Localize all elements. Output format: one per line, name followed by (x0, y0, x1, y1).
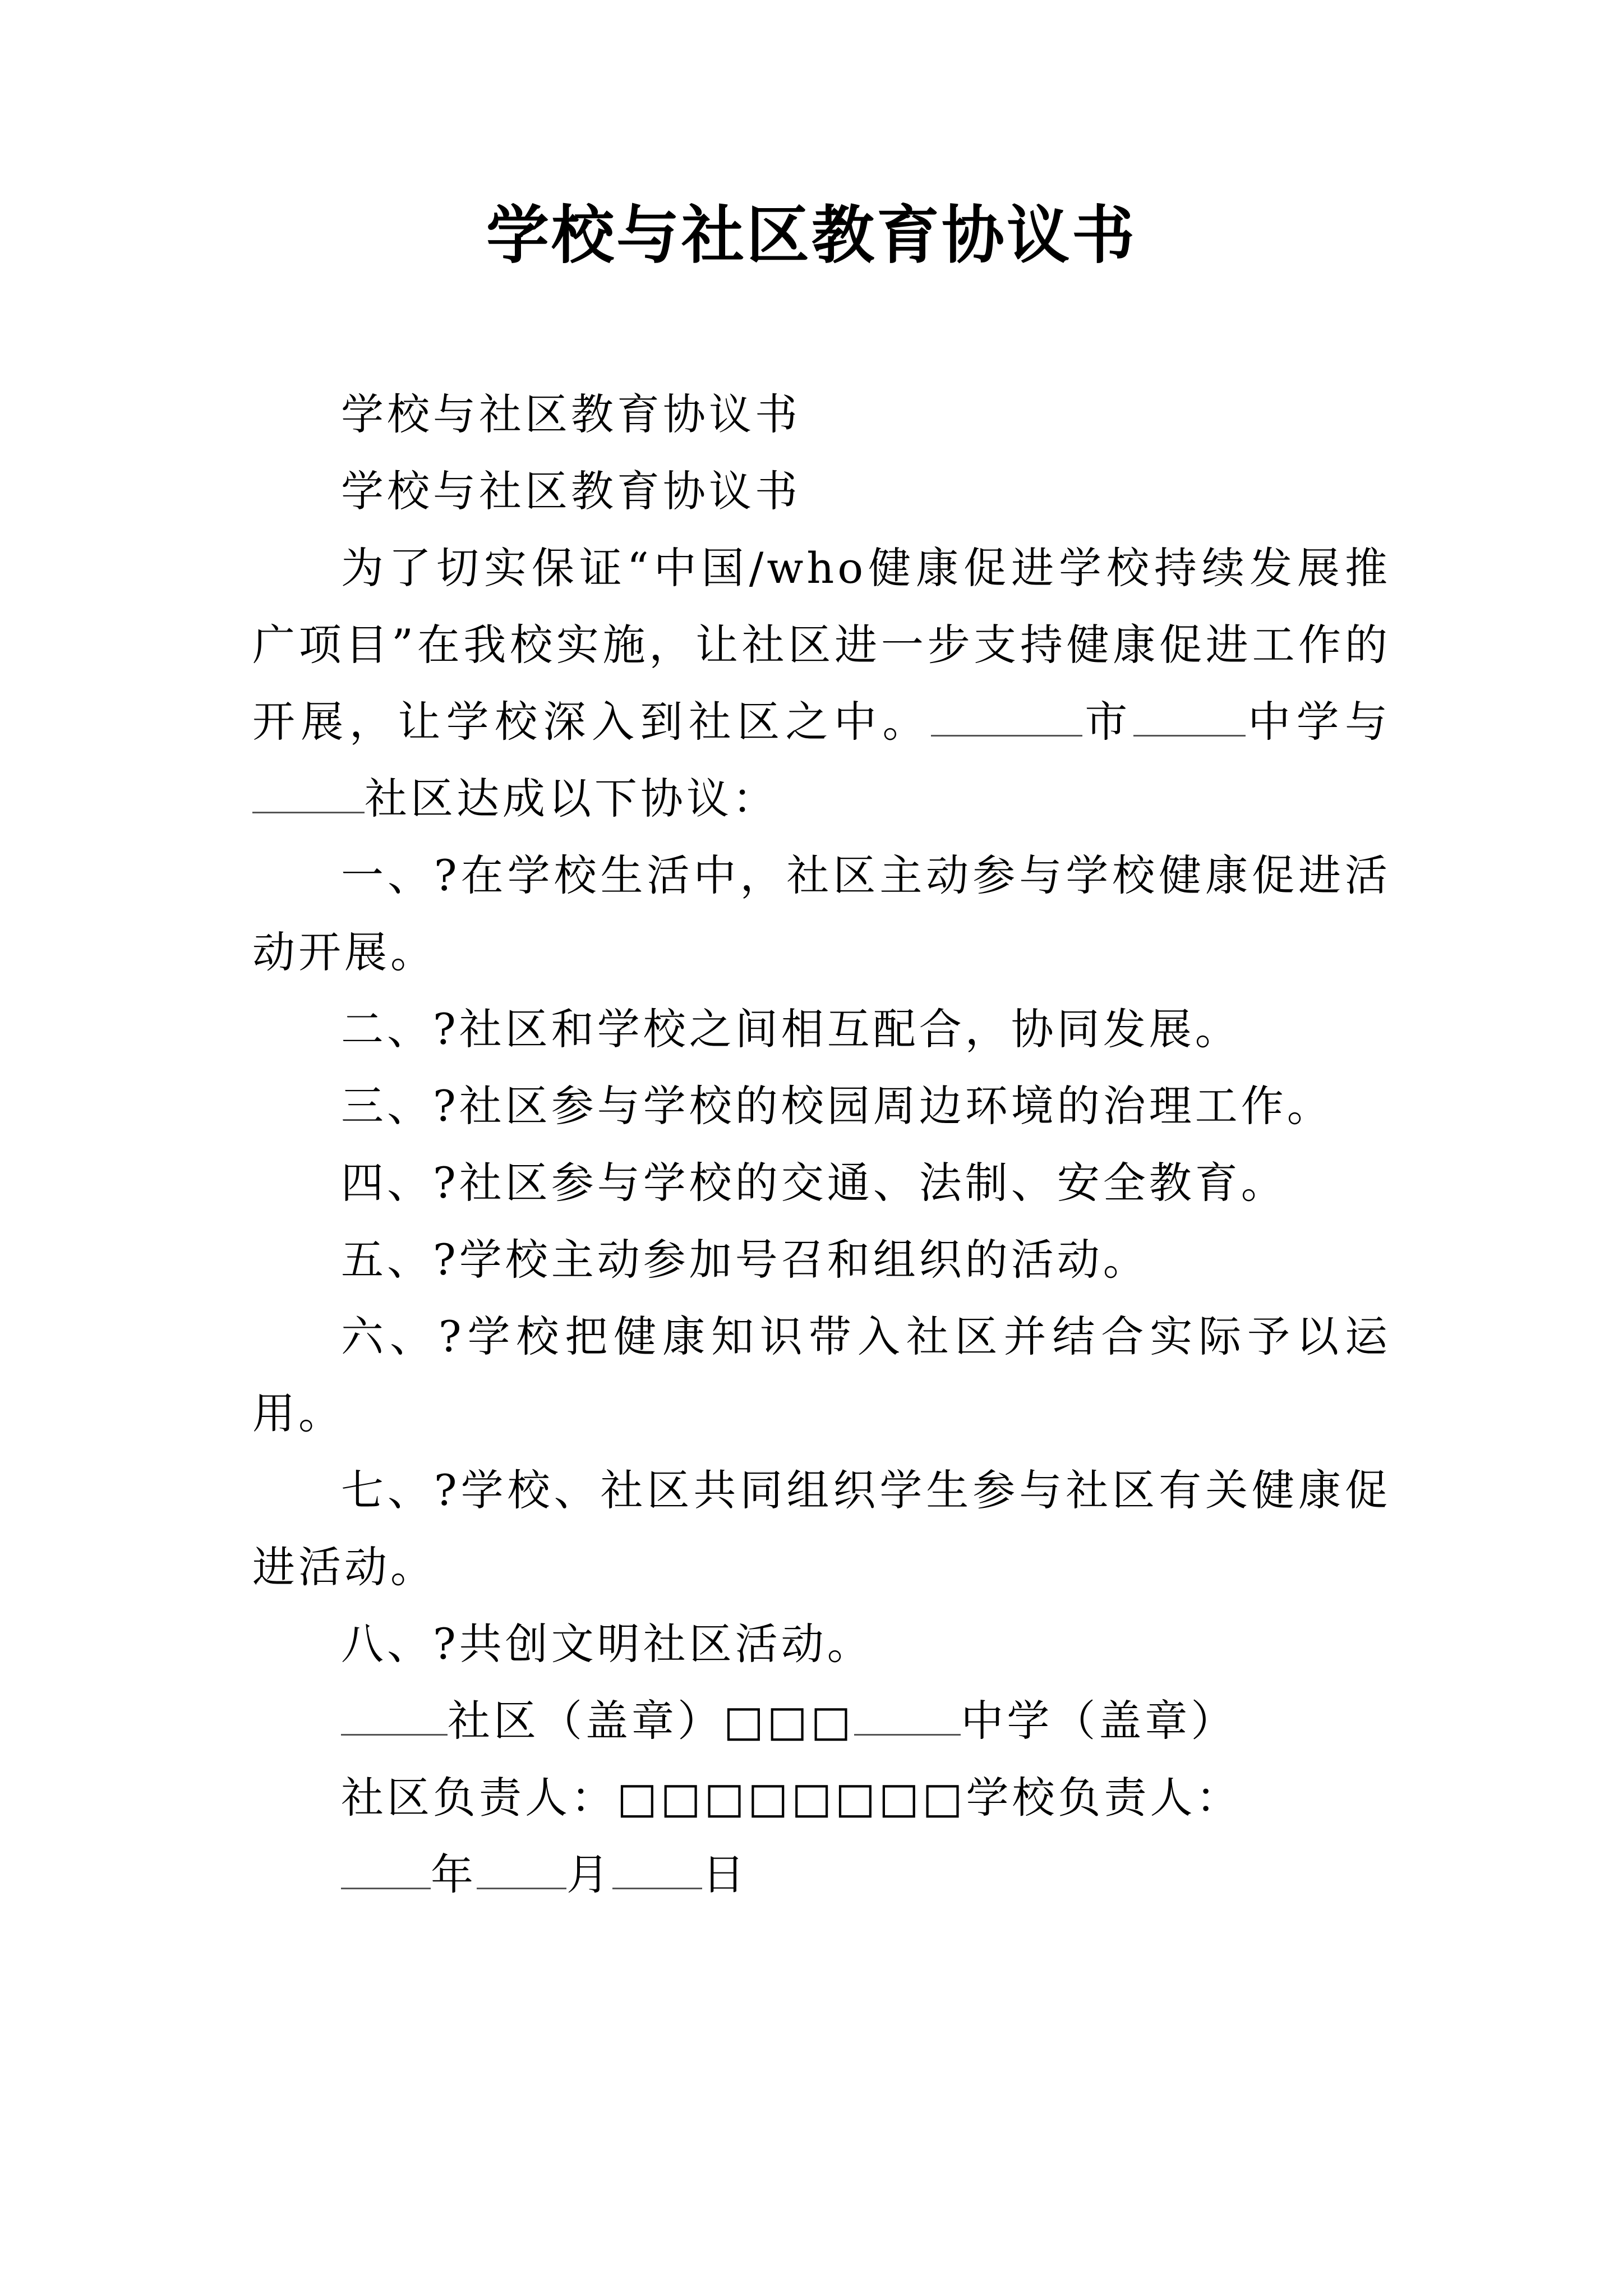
clause-6: 六、?学校把健康知识带入社区并结合实际予以运用。 (252, 1312, 1391, 1438)
intro-text: 为了切实保证“中国/who健康促进学校持续发展推广项目”在我校实施，让社区进一步支持健康促进工作的开展，让学校深入到社区之中。 (252, 543, 1391, 747)
date-month-label: 月 (566, 1849, 612, 1899)
school-name-blank (854, 1695, 961, 1736)
intro-city-label: 市 (1082, 697, 1133, 747)
day-blank (612, 1848, 702, 1889)
document-title: 学校与社区教育协议书 (486, 199, 1137, 272)
subtitle-line-1: 学校与社区教育协议书 (341, 389, 801, 439)
clause-3: 三、?社区参与学校的校园周边环境的治理工作。 (341, 1081, 1333, 1131)
clause-8: 八、?共创文明社区活动。 (341, 1619, 873, 1669)
leaders-line: 社区负责人：□□□□□□□□学校负责人： (341, 1773, 1242, 1823)
community-blank (252, 772, 365, 813)
intro-paragraph (252, 530, 1391, 837)
date-day-label: 日 (702, 1849, 748, 1899)
document-body (252, 376, 1391, 1913)
seal-line (252, 1682, 1391, 1759)
clause-1: 一、?在学校生活中，社区主动参与学校健康促进活动开展。 (252, 850, 1391, 977)
month-blank (477, 1848, 566, 1889)
clause-5: 五、?学校主动参加号召和组织的活动。 (341, 1235, 1149, 1285)
seal-school-label: 中学（盖章） (961, 1696, 1237, 1746)
clause-7: 七、?学校、社区共同组织学生参与社区有关健康促进活动。 (252, 1465, 1391, 1592)
date-year-label: 年 (431, 1849, 477, 1899)
seal-community-label: 社区（盖章）□□□ (448, 1696, 855, 1746)
clause-2: 二、?社区和学校之间相互配合，协同发展。 (341, 1004, 1241, 1054)
intro-school-label: 中学与 (1245, 697, 1391, 747)
community-name-blank (341, 1695, 448, 1736)
date-line (252, 1836, 1391, 1913)
school-blank (1133, 696, 1246, 737)
intro-community-label: 社区达成以下协议： (365, 774, 778, 823)
subtitle-line-2: 学校与社区教育协议书 (341, 466, 801, 516)
year-blank (341, 1848, 431, 1889)
clause-4: 四、?社区参与学校的交通、法制、安全教育。 (341, 1158, 1287, 1208)
city-blank (931, 696, 1082, 737)
